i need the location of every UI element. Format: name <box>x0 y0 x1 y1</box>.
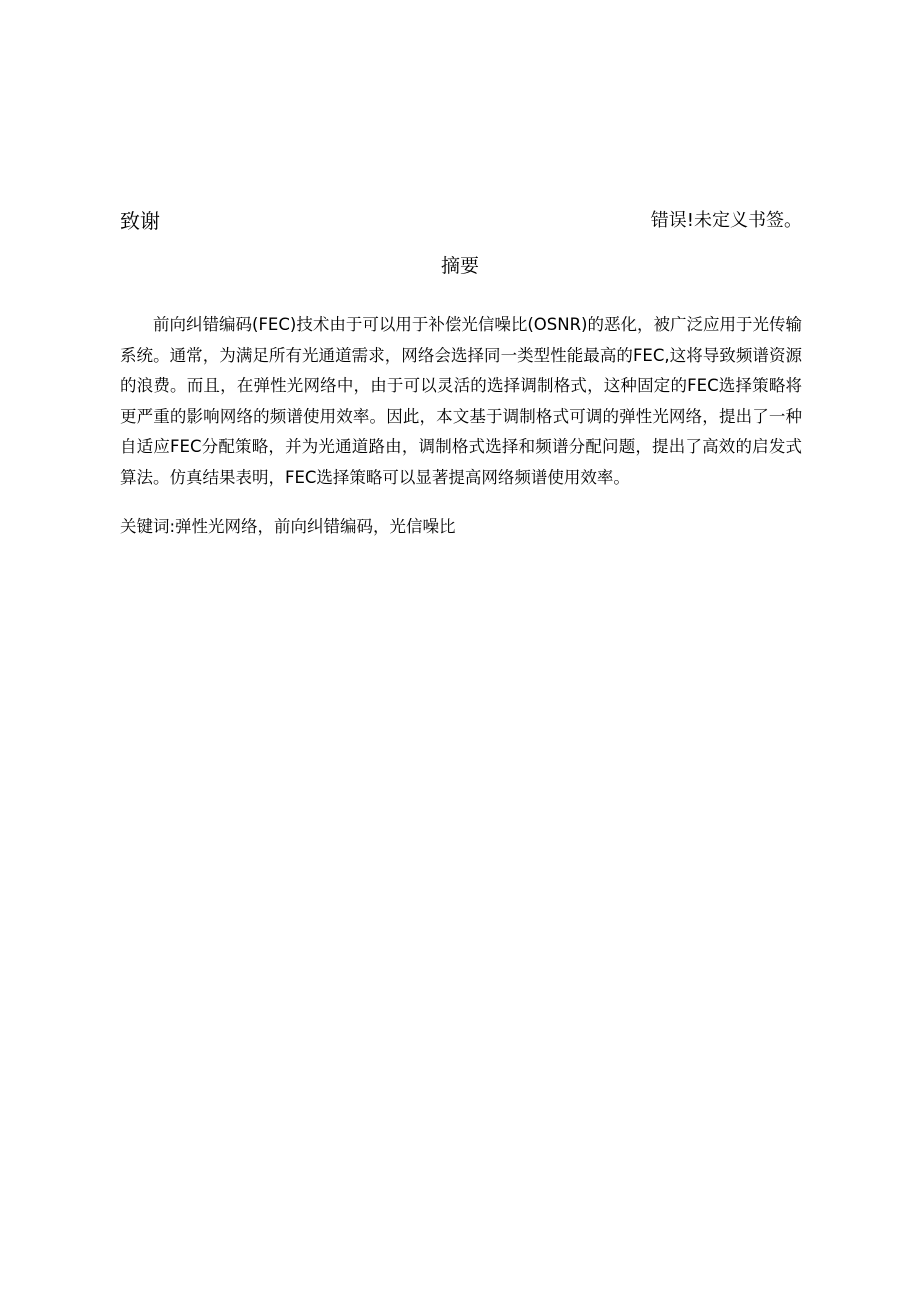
toc-entry-title: 致谢 <box>120 209 160 233</box>
abstract-body: 前向纠错编码(FEC)技术由于可以用于补偿光信噪比(OSNR)的恶化，被广泛应用于光传输系统。通常，为满足所有光通道需求，网络会选择同一类型性能最高的FEC,这将导致频谱资源的浪费。而且，在弹性光网络中，由于可以灵活的选择调制格式，这种固定的FEC选择策略将更严重的影响网络的频谱使用效率。因此，本文基于调制格式可调的弹性光网络，提出了一种自适应FEC分配策略，并为光通道路由，调制格式选择和频谱分配问题，提出了高效的启发式算法。仿真结果表明，FEC选择策略可以显著提高网络频谱使用效率。 <box>120 315 802 487</box>
toc-entry-page-reference: 错误!未定义书签。 <box>650 210 802 231</box>
abstract-heading: 摘要 <box>440 255 479 277</box>
toc-entry <box>120 206 802 236</box>
keywords-line: 关键词:弹性光网络，前向纠错编码，光信噪比 <box>120 517 456 536</box>
